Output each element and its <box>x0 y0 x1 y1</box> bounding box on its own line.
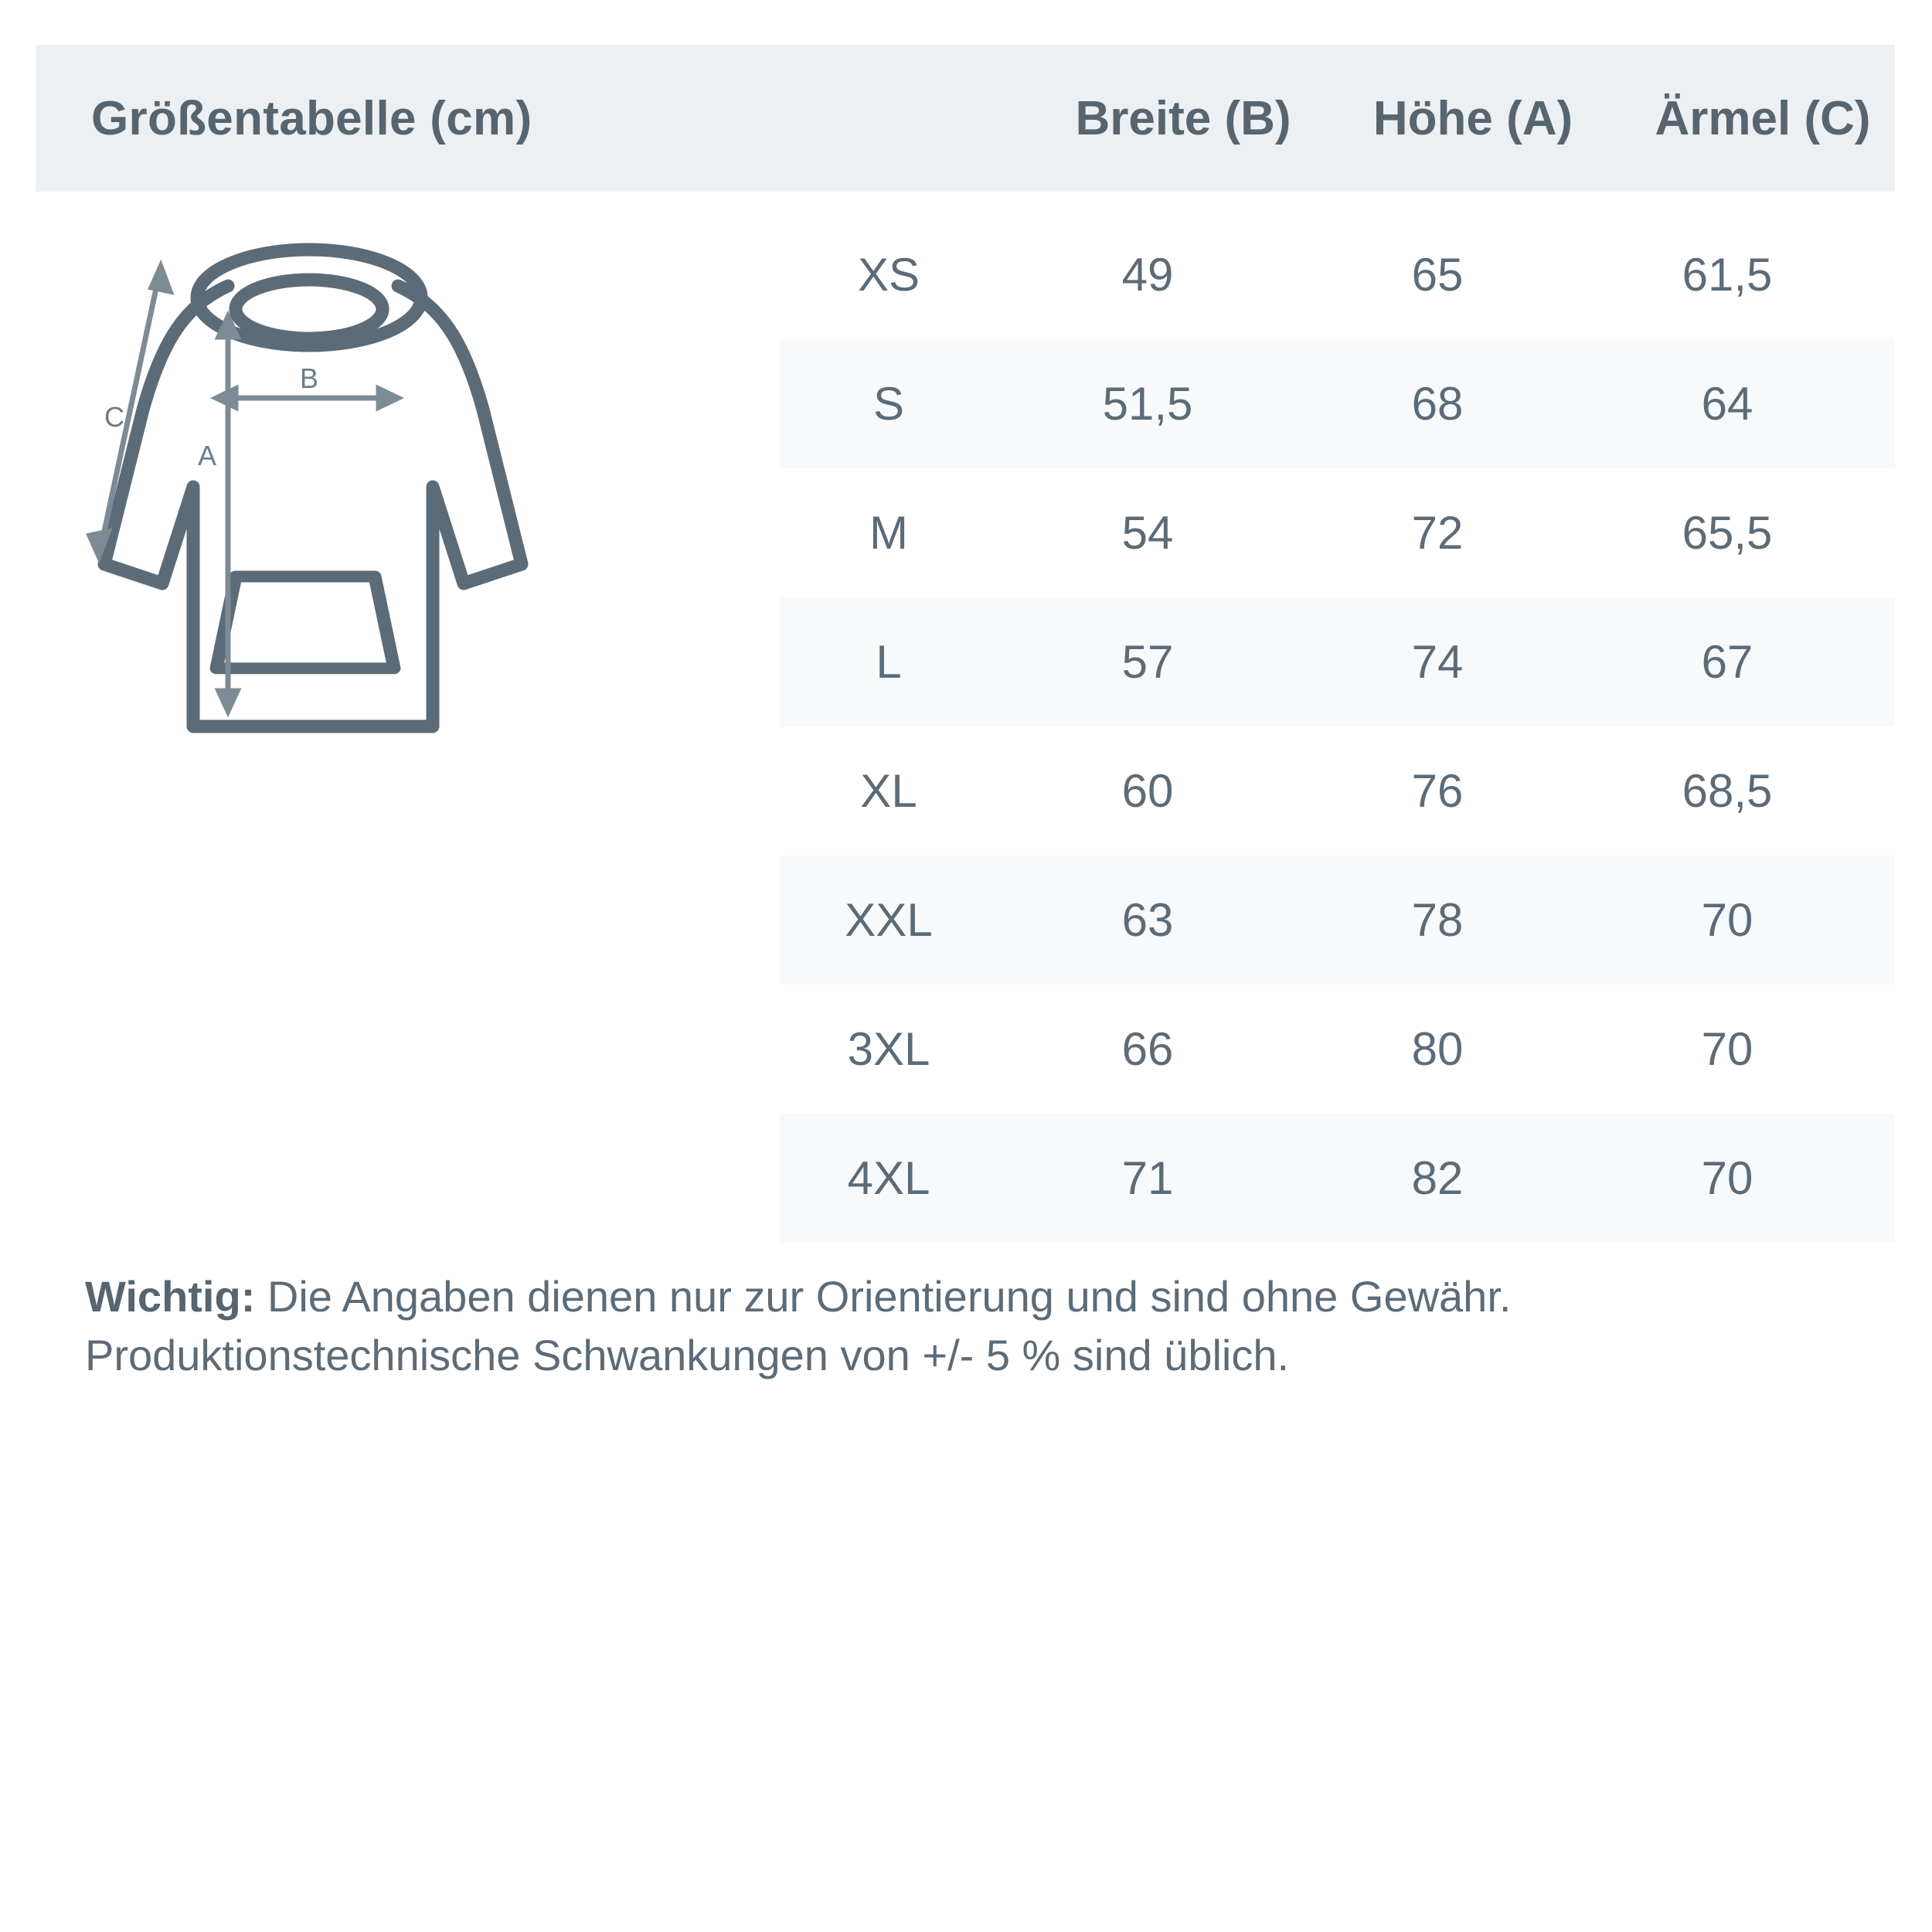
cell-height: 80 <box>1411 1023 1464 1075</box>
cell-size: M <box>869 507 908 559</box>
table-row <box>781 339 1895 468</box>
disclaimer-note <box>85 1267 1862 1384</box>
cell-height: 68 <box>1411 378 1464 430</box>
cell-sleeve: 64 <box>1701 378 1753 430</box>
cell-sleeve: 68,5 <box>1682 765 1773 817</box>
cell-sleeve: 70 <box>1701 1152 1753 1204</box>
table-row <box>781 1114 1895 1243</box>
size-table <box>781 210 1895 1243</box>
cell-width: 66 <box>1121 1023 1174 1075</box>
cell-size: S <box>872 378 905 430</box>
header-col-height: Höhe (A) <box>1372 91 1573 145</box>
cell-height: 82 <box>1411 1152 1464 1204</box>
cell-width: 54 <box>1121 507 1174 559</box>
cell-height: 76 <box>1411 765 1464 817</box>
label-width: B <box>299 362 319 394</box>
cell-sleeve: 70 <box>1701 1023 1753 1075</box>
cell-size: XS <box>857 249 920 301</box>
disclaimer-label: Wichtig: <box>85 1272 256 1321</box>
cell-width: 57 <box>1121 636 1174 688</box>
header-col-sleeve: Ärmel (C) <box>1655 91 1871 145</box>
cell-width: 51,5 <box>1102 378 1193 430</box>
header-col-width: Breite (B) <box>1075 91 1291 145</box>
header-columns <box>816 45 1929 192</box>
cell-size: L <box>876 636 902 688</box>
page-title: Größentabelle (cm) <box>91 91 532 145</box>
cell-sleeve: 70 <box>1701 894 1753 946</box>
table-row <box>781 726 1895 855</box>
label-height: A <box>197 440 217 471</box>
cell-height: 65 <box>1411 249 1464 301</box>
table-row <box>781 468 1895 597</box>
cell-size: 3XL <box>847 1023 930 1075</box>
cell-width: 60 <box>1121 765 1174 817</box>
cell-sleeve: 61,5 <box>1682 249 1773 301</box>
cell-width: 71 <box>1121 1152 1174 1204</box>
table-row <box>781 985 1895 1114</box>
table-row <box>781 855 1895 985</box>
hoodie-measurement-diagram <box>70 232 765 819</box>
cell-size: 4XL <box>847 1152 930 1204</box>
cell-width: 49 <box>1121 249 1174 301</box>
cell-height: 72 <box>1411 507 1464 559</box>
cell-sleeve: 65,5 <box>1682 507 1773 559</box>
cell-size: XL <box>860 765 917 817</box>
table-header <box>36 45 1895 192</box>
table-row <box>781 210 1895 339</box>
cell-width: 63 <box>1121 894 1174 946</box>
cell-sleeve: 67 <box>1701 636 1753 688</box>
disclaimer-text: Die Angaben dienen nur zur Orientierung und sind ohne Gewähr. Produktionstechnische Schwankungen von +/- 5 % sind üblich. <box>85 1272 1512 1379</box>
table-row <box>781 597 1895 726</box>
cell-size: XXL <box>845 894 933 946</box>
label-sleeve: C <box>104 401 124 433</box>
cell-height: 78 <box>1411 894 1464 946</box>
cell-height: 74 <box>1411 636 1464 688</box>
